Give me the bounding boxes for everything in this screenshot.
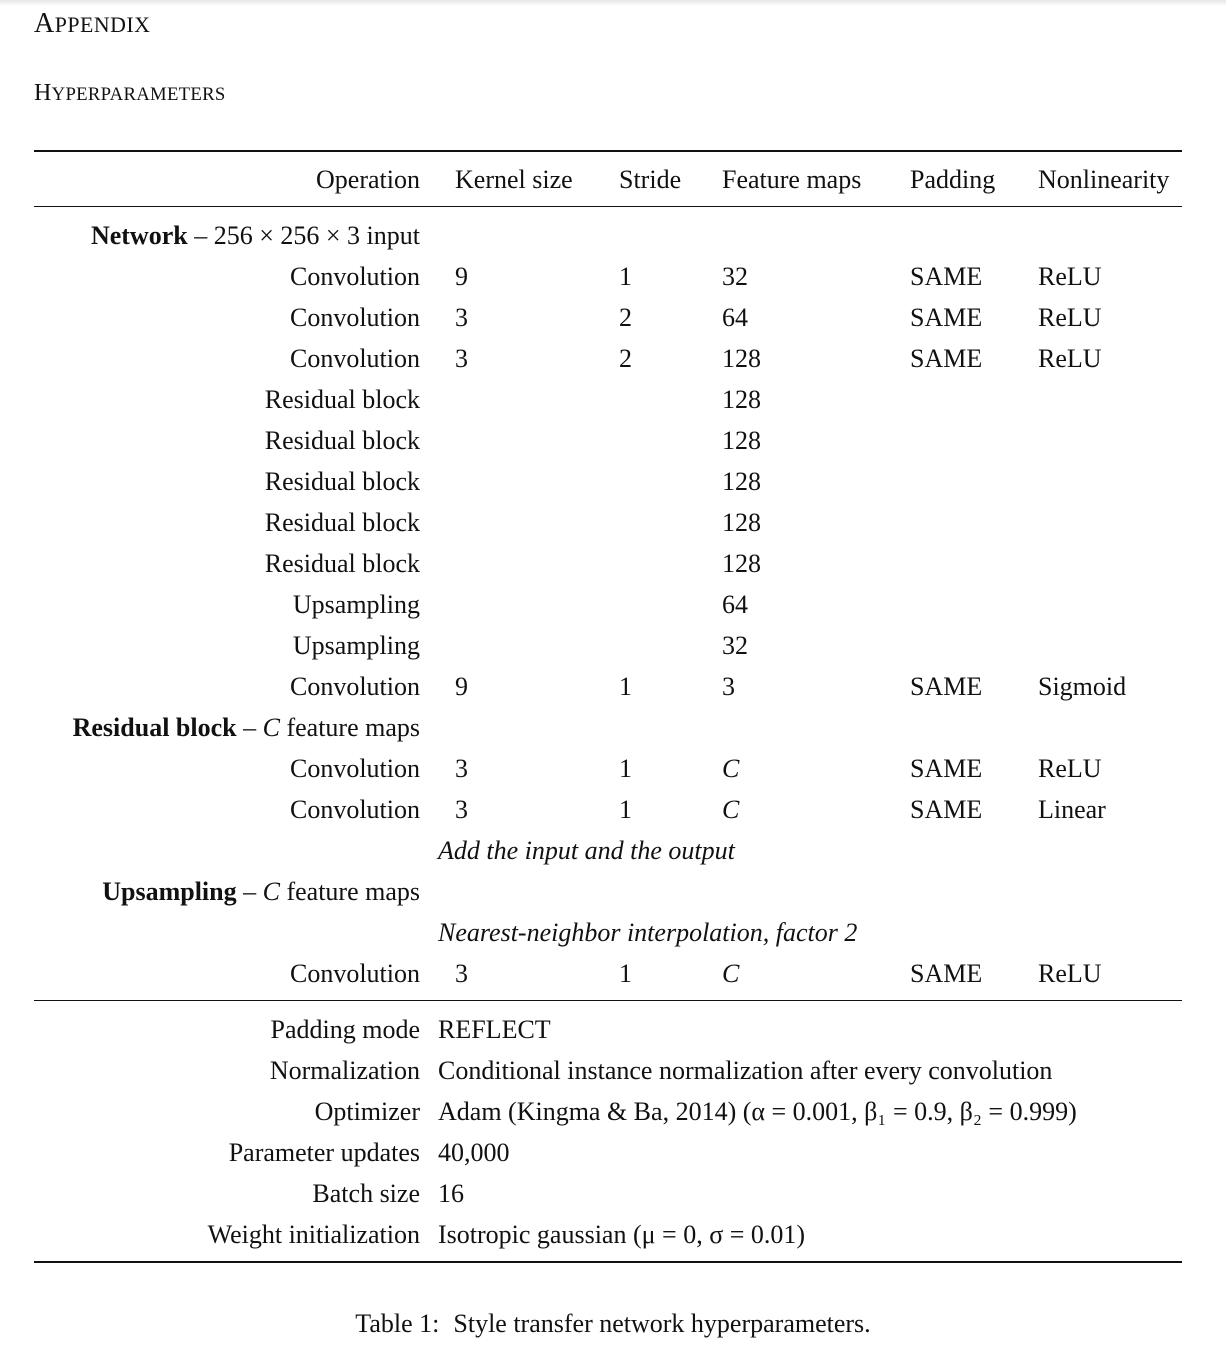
cell-kernel-size: 9 xyxy=(455,262,468,291)
caption-number: Table 1: xyxy=(355,1309,440,1338)
network-row xyxy=(0,543,1226,584)
residual-note-row xyxy=(0,830,1226,871)
section-residual-title: Residual block – C feature maps xyxy=(72,713,420,742)
appendix-heading: APPENDIX xyxy=(34,8,151,39)
table-header-row xyxy=(0,159,1226,200)
cell-kernel-size: 3 xyxy=(455,344,468,373)
config-row xyxy=(0,1132,1226,1173)
network-row xyxy=(0,502,1226,543)
cell-padding: SAME xyxy=(910,303,983,332)
cell-nonlinearity: Sigmoid xyxy=(1038,672,1127,701)
table-caption xyxy=(0,1303,1226,1344)
config-value: Adam (Kingma & Ba, 2014) (α = 0.001, β₁ = 0.9, β₂ = 0.999) xyxy=(438,1097,1077,1126)
table-bottom-rule xyxy=(34,1261,1182,1263)
config-value: 40,000 xyxy=(438,1138,510,1167)
cell-stride: 2 xyxy=(619,303,632,332)
network-row xyxy=(0,297,1226,338)
cell-feature-maps: 128 xyxy=(722,508,761,537)
cell-feature-maps: 128 xyxy=(722,385,761,414)
col-header-operation: Operation xyxy=(316,165,420,194)
cell-operation: Residual block xyxy=(264,385,420,414)
config-row xyxy=(0,1050,1226,1091)
cell-operation: Convolution xyxy=(289,754,420,783)
config-label: Optimizer xyxy=(314,1097,420,1126)
cell-feature-maps: C xyxy=(722,754,740,783)
upsampling-row xyxy=(0,953,1226,994)
cell-padding: SAME xyxy=(910,262,983,291)
cell-nonlinearity: ReLU xyxy=(1038,959,1102,988)
network-row xyxy=(0,625,1226,666)
cell-nonlinearity: ReLU xyxy=(1038,344,1102,373)
cell-feature-maps: 32 xyxy=(722,631,748,660)
residual-row xyxy=(0,748,1226,789)
cell-operation: Upsampling xyxy=(292,631,420,660)
cell-kernel-size: 3 xyxy=(455,303,468,332)
config-label: Normalization xyxy=(269,1056,420,1085)
cell-feature-maps: 32 xyxy=(722,262,748,291)
cell-operation: Convolution xyxy=(289,795,420,824)
cell-feature-maps: C xyxy=(722,795,740,824)
config-value: 16 xyxy=(438,1179,464,1208)
top-shadow xyxy=(0,0,1226,6)
section-title-bold: Residual block xyxy=(72,713,237,742)
config-value: Isotropic gaussian (μ = 0, σ = 0.01) xyxy=(438,1220,806,1249)
col-header-kernel-size: Kernel size xyxy=(455,165,573,194)
cell-feature-maps: 64 xyxy=(722,303,748,332)
upsampling-note-row xyxy=(0,912,1226,953)
cell-nonlinearity: Linear xyxy=(1038,795,1106,824)
cell-stride: 1 xyxy=(619,754,632,783)
network-row xyxy=(0,338,1226,379)
caption-text: Style transfer network hyperparameters. xyxy=(453,1309,871,1338)
network-row xyxy=(0,461,1226,502)
cell-stride: 2 xyxy=(619,344,632,373)
cell-padding: SAME xyxy=(910,672,983,701)
cell-padding: SAME xyxy=(910,795,983,824)
col-header-feature-maps: Feature maps xyxy=(722,165,862,194)
cell-stride: 1 xyxy=(619,795,632,824)
table-top-rule xyxy=(34,150,1182,152)
section-upsampling-title: Upsampling – C feature maps xyxy=(102,877,420,906)
cell-feature-maps: 128 xyxy=(722,549,761,578)
cell-padding: SAME xyxy=(910,959,983,988)
cell-padding: SAME xyxy=(910,344,983,373)
col-header-stride: Stride xyxy=(619,165,682,194)
cell-operation: Convolution xyxy=(289,344,420,373)
cell-operation: Upsampling xyxy=(292,590,420,619)
cell-feature-maps: 128 xyxy=(722,344,761,373)
cell-kernel-size: 3 xyxy=(455,795,468,824)
config-row xyxy=(0,1091,1226,1132)
network-row xyxy=(0,256,1226,297)
header-rule xyxy=(34,206,1182,207)
network-row xyxy=(0,666,1226,707)
cell-kernel-size: 3 xyxy=(455,959,468,988)
config-label: Weight initialization xyxy=(207,1220,420,1249)
cell-operation: Residual block xyxy=(264,549,420,578)
cell-kernel-size: 3 xyxy=(455,754,468,783)
cell-nonlinearity: ReLU xyxy=(1038,303,1102,332)
section-title-rest: – 256 × 256 × 3 input xyxy=(187,221,420,250)
residual-note: Add the input and the output xyxy=(438,836,735,865)
cell-nonlinearity: ReLU xyxy=(1038,262,1102,291)
cell-feature-maps: C xyxy=(722,959,740,988)
config-rule xyxy=(34,1000,1182,1001)
cell-operation: Convolution xyxy=(289,303,420,332)
config-label: Parameter updates xyxy=(228,1138,420,1167)
cell-stride: 1 xyxy=(619,959,632,988)
cell-feature-maps: 128 xyxy=(722,426,761,455)
section-title-bold: Network xyxy=(90,221,188,250)
cell-padding: SAME xyxy=(910,754,983,783)
cell-feature-maps: 64 xyxy=(722,590,748,619)
cell-operation: Convolution xyxy=(289,672,420,701)
cell-stride: 1 xyxy=(619,262,632,291)
section-title-c: C xyxy=(262,713,280,742)
cell-nonlinearity: ReLU xyxy=(1038,754,1102,783)
section-title-c: C xyxy=(262,877,280,906)
network-row xyxy=(0,584,1226,625)
config-row xyxy=(0,1173,1226,1214)
config-label: Batch size xyxy=(312,1179,420,1208)
col-header-nonlinearity: Nonlinearity xyxy=(1038,165,1170,194)
config-row xyxy=(0,1214,1226,1255)
network-row xyxy=(0,420,1226,461)
cell-operation: Residual block xyxy=(264,467,420,496)
config-value: REFLECT xyxy=(438,1015,551,1044)
cell-stride: 1 xyxy=(619,672,632,701)
cell-operation: Residual block xyxy=(264,508,420,537)
cell-operation: Residual block xyxy=(264,426,420,455)
config-row xyxy=(0,1009,1226,1050)
section-network-title xyxy=(0,215,1226,256)
cell-feature-maps: 3 xyxy=(722,672,735,701)
cell-operation: Convolution xyxy=(289,959,420,988)
section-title-bold: Upsampling xyxy=(102,877,237,906)
cell-feature-maps: 128 xyxy=(722,467,761,496)
network-row xyxy=(0,379,1226,420)
residual-row xyxy=(0,789,1226,830)
cell-operation: Convolution xyxy=(289,262,420,291)
cell-kernel-size: 9 xyxy=(455,672,468,701)
col-header-padding: Padding xyxy=(910,165,996,194)
hyperparameters-heading: HYPERPARAMETERS xyxy=(34,80,226,106)
config-label: Padding mode xyxy=(270,1015,420,1044)
upsampling-note: Nearest-neighbor interpolation, factor 2 xyxy=(438,918,858,947)
config-value: Conditional instance normalization after every convolution xyxy=(438,1056,1053,1085)
